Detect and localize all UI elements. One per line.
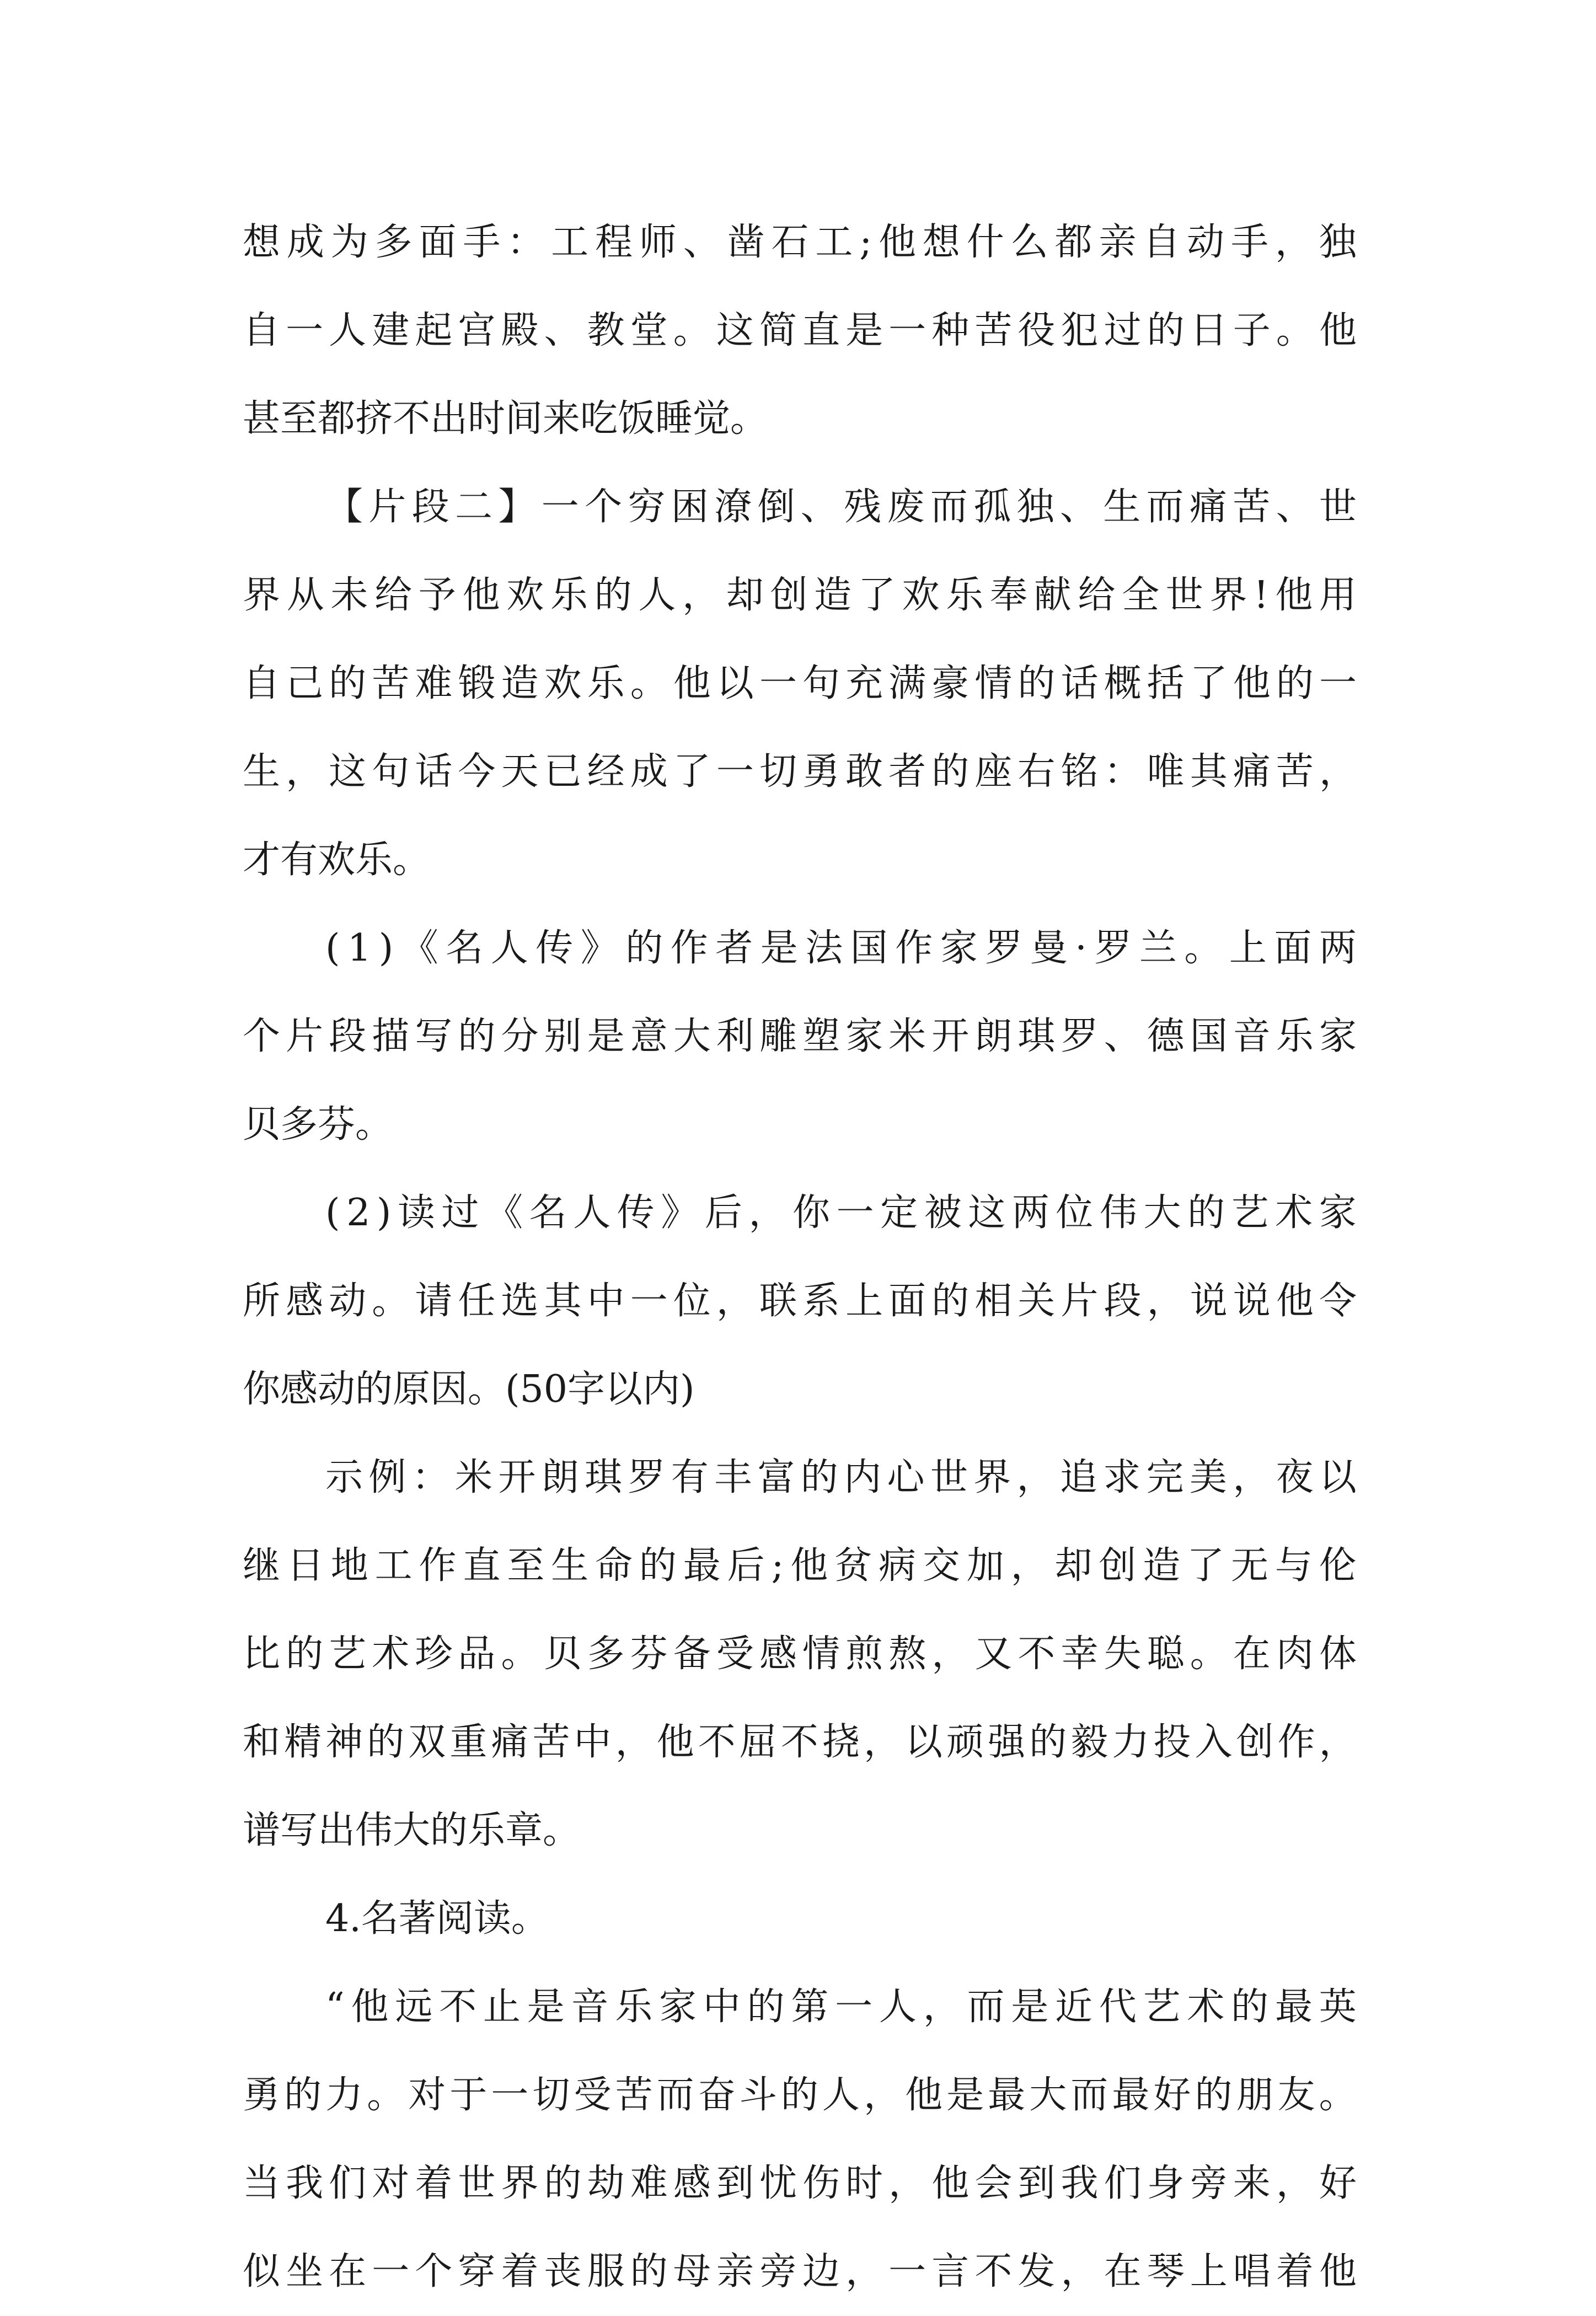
text-line: 自 一 人 建 起 宫 殿 、 教 堂 。 这 简 直 是 一 种 苦 役 犯 过 的 日 子 。 他 <box>243 309 1357 352</box>
body-text <box>243 199 1357 2316</box>
text-line: 个 片 段 描 写 的 分 别 是 意 大 利 雕 塑 家 米 开 朗 琪 罗 、 德 国 音 乐 家 <box>243 1015 1357 1058</box>
text-line: 生 ， 这 句 话 今 天 已 经 成 了 一 切 勇 敢 者 的 座 右 铭 ： 唯 其 痛 苦 ， <box>243 750 1357 794</box>
text-line: 甚至都挤不出时间来吃饭睡觉。 <box>243 397 768 441</box>
text-line: “ 他 远 不 止 是 音 乐 家 中 的 第 一 人 ， 而 是 近 代 艺 术 的 最 英 <box>325 1985 1357 2029</box>
text-line: ( 1 ) 《 名 人 传 》 的 作 者 是 法 国 作 家 罗 曼 · 罗 兰 。 上 面 两 <box>325 926 1357 970</box>
text-line: 和 精 神 的 双 重 痛 苦 中 ， 他 不 屈 不 挠 ， 以 顽 强 的 毅 力 投 入 创 作 ， <box>243 1720 1357 1764</box>
text-line: 【 片 段 二 】 一 个 穷 困 潦 倒 、 残 废 而 孤 独 、 生 而 痛 苦 、 世 <box>325 485 1357 529</box>
text-line: 示 例 ： 米 开 朗 琪 罗 有 丰 富 的 内 心 世 界 ， 追 求 完 美 ， 夜 以 <box>325 1456 1357 1499</box>
text-line: 继 日 地 工 作 直 至 生 命 的 最 后 ; 他 贫 病 交 加 ， 却 创 造 了 无 与 伦 <box>243 1544 1357 1588</box>
text-line: 勇 的 力 。 对 于 一 切 受 苦 而 奋 斗 的 人 ， 他 是 最 大 而 最 好 的 朋 友 。 <box>243 2073 1357 2117</box>
text-line: 你感动的原因。(50字以内) <box>243 1368 695 1411</box>
text-line: 想 成 为 多 面 手 ： 工 程 师 、 凿 石 工 ; 他 想 什 么 都 亲 自 动 手 ， 独 <box>243 221 1357 264</box>
text-line: 自 己 的 苦 难 锻 造 欢 乐 。 他 以 一 句 充 满 豪 情 的 话 概 括 了 他 的 一 <box>243 662 1357 705</box>
text-line: ( 2 ) 读 过 《 名 人 传 》 后 ， 你 一 定 被 这 两 位 伟 大 的 艺 术 家 <box>325 1191 1357 1235</box>
text-line: 当 我 们 对 着 世 界 的 劫 难 感 到 忧 伤 时 ， 他 会 到 我 们 身 旁 来 ， 好 <box>243 2162 1357 2205</box>
text-line: 似 坐 在 一 个 穿 着 丧 服 的 母 亲 旁 边 ， 一 言 不 发 ， 在 琴 上 唱 着 他 <box>243 2250 1357 2293</box>
text-line: 比 的 艺 术 珍 品 。 贝 多 芬 备 受 感 情 煎 熬 ， 又 不 幸 失 聪 。 在 肉 体 <box>243 1632 1357 1676</box>
text-line: 4.名著阅读。 <box>325 1897 549 1940</box>
text-line: 贝多芬。 <box>243 1103 393 1146</box>
text-line: 所 感 动 。 请 任 选 其 中 一 位 ， 联 系 上 面 的 相 关 片 段 ， 说 说 他 令 <box>243 1279 1357 1323</box>
text-line: 谱写出伟大的乐章。 <box>243 1809 581 1852</box>
text-line: 界 从 未 给 予 他 欢 乐 的 人 ， 却 创 造 了 欢 乐 奉 献 给 全 世 界 ! 他 用 <box>243 573 1357 617</box>
text-line: 才有欢乐。 <box>243 838 431 882</box>
